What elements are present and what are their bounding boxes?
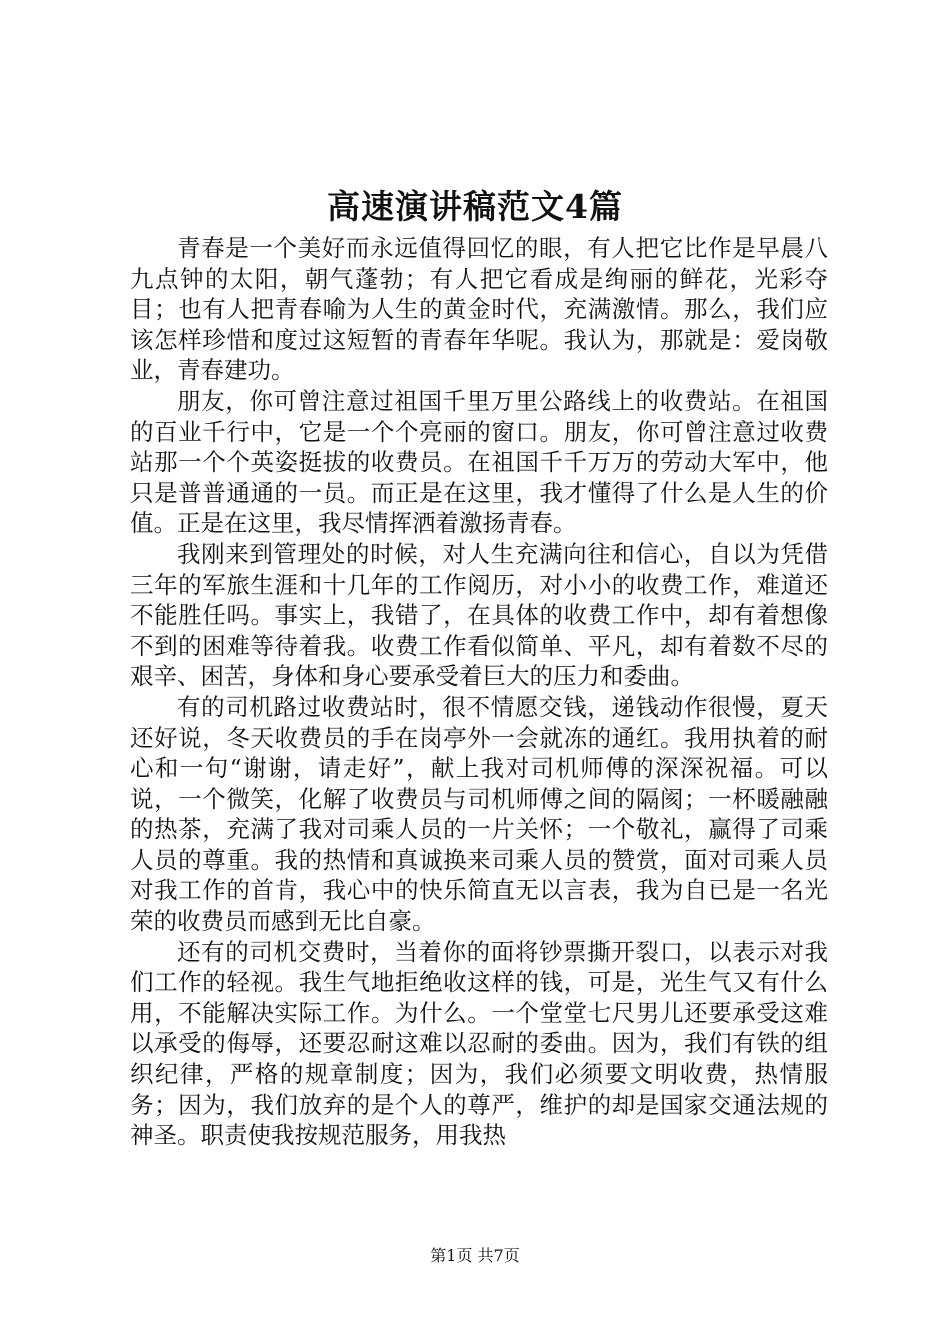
paragraph: 有的司机路过收费站时，很不情愿交钱，递钱动作很慢，夏天还好说，冬天收费员的手在岗亭外一会就冻的通红。我用执着的耐心和一句“谢谢，请走好”，献上我对司机师傅的深深祝福。可以说，一个微笑，化解了收费员与司机师傅之间的隔阂；一杯暖融融的热茶，充满了我对司乘人员的一片关怀；一个敬礼，赢得了司乘人员的尊重。我的热情和真诚换来司乘人员的赞赏，面对司乘人员对我工作的首肯，我心中的快乐简直无以言表，我为自已是一名光荣的收费员而感到无比自豪。 [130,692,828,936]
paragraph: 还有的司机交费时，当着你的面将钞票撕开裂口，以表示对我们工作的轻视。我生气地拒绝收这样的钱，可是，光生气又有什么用，不能解决实际工作。为什么。一个堂堂七尺男儿还要承受这难以承受的侮辱，还要忍耐这难以忍耐的委曲。因为，我们有铁的组织纪律，严格的规章制度；因为，我们必须要文明收费，热情服务；因为，我们放弃的是个人的尊严，维护的却是国家交通法规的神圣。职责使我按规范服务，用我热 [130,937,828,1150]
paragraph: 朋友，你可曾注意过祖国千里万里公路线上的收费站。在祖国的百业千行中，它是一个个亮丽的窗口。朋友，你可曾注意过收费站那一个个英姿挺拔的收费员。在祖国千千万万的劳动大军中，他只是普普通通的一员。而正是在这里，我才懂得了什么是人生的价值。正是在这里，我尽情挥洒着激扬青春。 [130,386,828,538]
page-title: 高速演讲稿范文4篇 [327,187,623,226]
page-footer: 第1页 共7页 [430,1246,520,1265]
document-body [130,233,828,1151]
paragraph: 青春是一个美好而永远值得回忆的眼，有人把它比作是早晨八九点钟的太阳，朝气蓬勃；有人把它看成是绚丽的鲜花，光彩夺目；也有人把青春喻为人生的黄金时代，充满激情。那么，我们应该怎样珍惜和度过这短暂的青春年华呢。我认为，那就是：爱岗敬业，青春建功。 [130,234,828,385]
paragraph: 我刚来到管理处的时候，对人生充满向往和信心，自以为凭借三年的军旅生涯和十几年的工作阅历，对小小的收费工作，难道还不能胜任吗。事实上，我错了，在具体的收费工作中，却有着想像不到的困难等待着我。收费工作看似简单、平凡，却有着数不尽的艰辛、困苦，身体和身心要承受着巨大的压力和委曲。 [130,539,828,691]
